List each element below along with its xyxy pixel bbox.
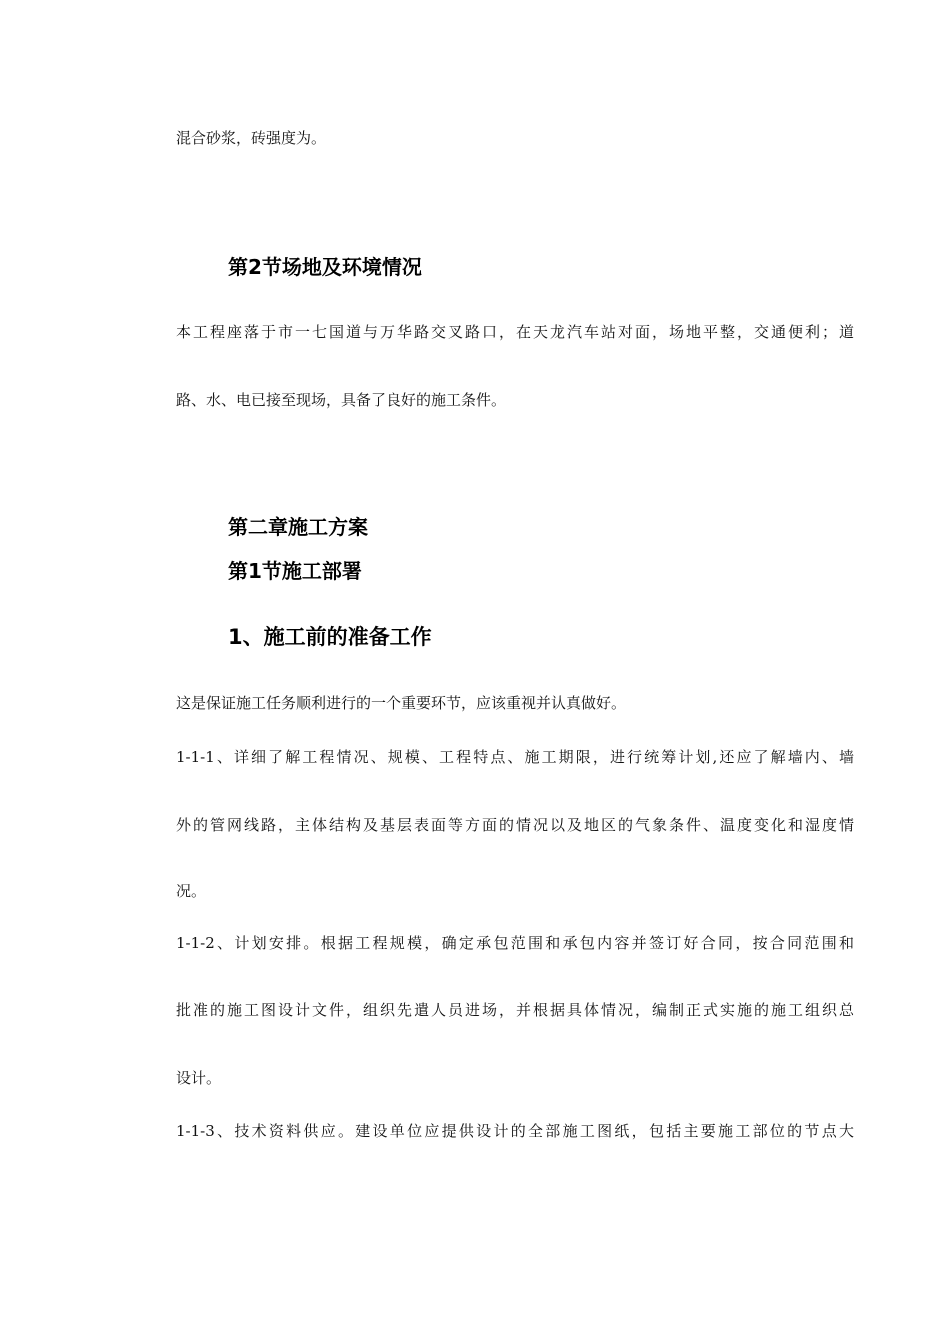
paragraph-line: 1-1-3、技术资料供应。建设单位应提供设计的全部施工图纸，包括主要施工部位的节点大 xyxy=(176,1122,854,1140)
paragraph-line: 路、水、电已接至现场，具备了良好的施工条件。 xyxy=(176,391,507,409)
section-heading: 第2节场地及环境情况 xyxy=(228,255,422,279)
subsection-heading: 1、施工前的准备工作 xyxy=(228,625,432,649)
paragraph-line: 外的管网线路，主体结构及基层表面等方面的情况以及地区的气象条件、温度变化和湿度情 xyxy=(176,816,854,834)
paragraph-line: 况。 xyxy=(176,882,207,900)
section-heading: 第1节施工部署 xyxy=(228,559,362,583)
paragraph-line: 设计。 xyxy=(176,1069,222,1087)
paragraph-line: 这是保证施工任务顺利进行的一个重要环节，应该重视并认真做好。 xyxy=(176,694,627,712)
paragraph-line: 1-1-2、计划安排。根据工程规模，确定承包范围和承包内容并签订好合同，按合同范围和 xyxy=(176,934,854,952)
paragraph-line: 本工程座落于市一七国道与万华路交叉路口，在天龙汽车站对面，场地平整，交通便利；道 xyxy=(176,323,854,341)
chapter-heading: 第二章施工方案 xyxy=(228,515,368,539)
paragraph-line: 批准的施工图设计文件，组织先遣人员进场，并根据具体情况，编制正式实施的施工组织总 xyxy=(176,1001,854,1019)
paragraph-line: 1-1-1、详细了解工程情况、规模、工程特点、施工期限，进行统筹计划,还应了解墙内、墙 xyxy=(176,748,854,766)
paragraph-line: 混合砂浆，砖强度为。 xyxy=(176,129,327,147)
